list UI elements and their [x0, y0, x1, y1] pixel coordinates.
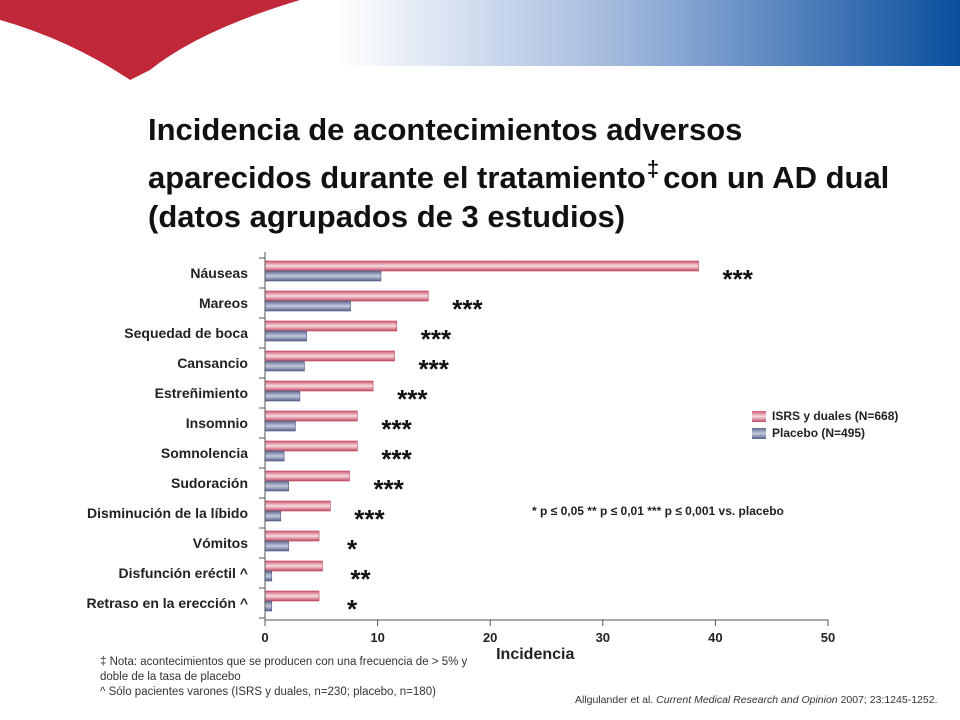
footnote-2: ^ Sólo pacientes varones (ISRS y duales, n=230; placebo, n=180) [100, 686, 436, 698]
legend-swatch-placebo [752, 428, 766, 439]
legend-item-drug [752, 408, 902, 425]
bar-placebo-nauseas [265, 271, 381, 281]
category-label-disfuncion-erectil: Disfunción eréctil ^ [118, 565, 248, 581]
significance-marker-nauseas: *** [722, 264, 753, 294]
page-title [148, 110, 938, 236]
category-label-somnolencia: Somnolencia [160, 445, 248, 461]
title-dagger-mark: ‡ [646, 156, 660, 181]
bar-drug-sudoracion [265, 471, 349, 481]
category-label-mareos: Mareos [198, 295, 248, 311]
category-label-insomnio: Insomnio [185, 415, 248, 431]
bar-placebo-cansancio [265, 361, 304, 371]
x-tick-label-30: 30 [595, 630, 611, 645]
bar-drug-disfuncion-erectil [265, 561, 322, 571]
title-line-2 [148, 149, 938, 197]
bar-drug-cansancio [265, 351, 394, 361]
title-line-2-pre: aparecidos durante el tratamiento [148, 160, 646, 195]
significance-marker-sequedad-de-boca: *** [420, 324, 452, 354]
x-tick-label-20: 20 [482, 630, 498, 645]
category-label-disminucion-de-la-libido: Disminución de la líbido [86, 505, 248, 521]
title-line-2-post: con un AD dual [663, 160, 890, 195]
bar-drug-vomitos [265, 531, 319, 541]
chart-axis-group [259, 252, 835, 660]
footnotes [100, 655, 470, 700]
category-label-sequedad-de-boca: Sequedad de boca [124, 325, 248, 341]
legend-label-placebo: Placebo (N=495) [772, 426, 866, 440]
title-line-3: (datos agrupados de 3 estudios) [148, 199, 626, 234]
significance-marker-disminucion-de-la-libido: *** [354, 504, 385, 534]
significance-marker-disfuncion-erectil: ** [350, 564, 371, 594]
bar-placebo-somnolencia [265, 451, 284, 461]
bar-drug-retraso-en-la-ereccion [265, 591, 319, 601]
chart-labels-group [87, 264, 754, 624]
citation-journal: Current Medical Research and Opinion [656, 694, 838, 706]
bar-placebo-disminucion-de-la-libido [265, 511, 281, 521]
category-label-nauseas: Náuseas [190, 265, 248, 281]
category-label-vomitos: Vómitos [192, 535, 248, 551]
bar-drug-disminucion-de-la-libido [265, 501, 330, 511]
significance-marker-retraso-en-la-ereccion: * [347, 594, 358, 624]
category-label-estrenimiento: Estreñimiento [154, 385, 248, 401]
bar-placebo-disfuncion-erectil [265, 571, 272, 581]
bar-placebo-mareos [265, 301, 351, 311]
significance-marker-cansancio: *** [418, 354, 449, 384]
chart-legend [752, 408, 902, 442]
significance-marker-sudoracion: *** [373, 474, 404, 504]
header-banner [0, 0, 960, 80]
footnote-1: ‡ Nota: acontecimientos que se producen con una frecuencia de > 5% y doble de la tasa de placebo [100, 656, 468, 683]
citation [575, 694, 955, 706]
bar-placebo-vomitos [265, 541, 289, 551]
x-axis-title: Incidencia [496, 646, 575, 660]
x-tick-label-0: 0 [261, 630, 269, 645]
bar-drug-estrenimiento [265, 381, 373, 391]
title-line-1: Incidencia de acontecimientos adversos [148, 112, 743, 147]
bar-placebo-insomnio [265, 421, 295, 431]
bar-drug-somnolencia [265, 441, 357, 451]
x-tick-label-10: 10 [370, 630, 385, 645]
bar-placebo-estrenimiento [265, 391, 300, 401]
x-tick-label-40: 40 [708, 630, 723, 645]
significance-note: * p ≤ 0,05 ** p ≤ 0,01 *** p ≤ 0,001 vs. placebo [532, 504, 784, 518]
legend-label-drug: ISRS y duales (N=668) [772, 409, 899, 423]
x-tick-label-50: 50 [820, 630, 836, 645]
bar-drug-nauseas [265, 261, 699, 271]
significance-marker-insomnio: *** [381, 414, 412, 444]
bar-placebo-retraso-en-la-ereccion [265, 601, 272, 611]
bar-drug-mareos [265, 291, 428, 301]
bar-placebo-sudoracion [265, 481, 289, 491]
citation-authors: Allgulander et al. [575, 694, 654, 706]
significance-marker-estrenimiento: *** [397, 384, 428, 414]
bar-drug-insomnio [265, 411, 357, 421]
significance-marker-somnolencia: *** [381, 444, 412, 474]
legend-swatch-drug [752, 411, 766, 422]
significance-marker-mareos: *** [452, 294, 483, 324]
category-label-retraso-en-la-ereccion: Retraso en la erección ^ [86, 595, 248, 611]
category-label-cansancio: Cansancio [177, 355, 248, 371]
category-label-sudoracion: Sudoración [170, 475, 248, 491]
citation-details: 2007; 23:1245-1252. [840, 694, 938, 706]
bar-chart [0, 240, 960, 660]
legend-item-placebo [752, 425, 902, 442]
bar-placebo-sequedad-de-boca [265, 331, 307, 341]
bar-drug-sequedad-de-boca [265, 321, 397, 331]
significance-marker-vomitos: * [347, 534, 358, 564]
